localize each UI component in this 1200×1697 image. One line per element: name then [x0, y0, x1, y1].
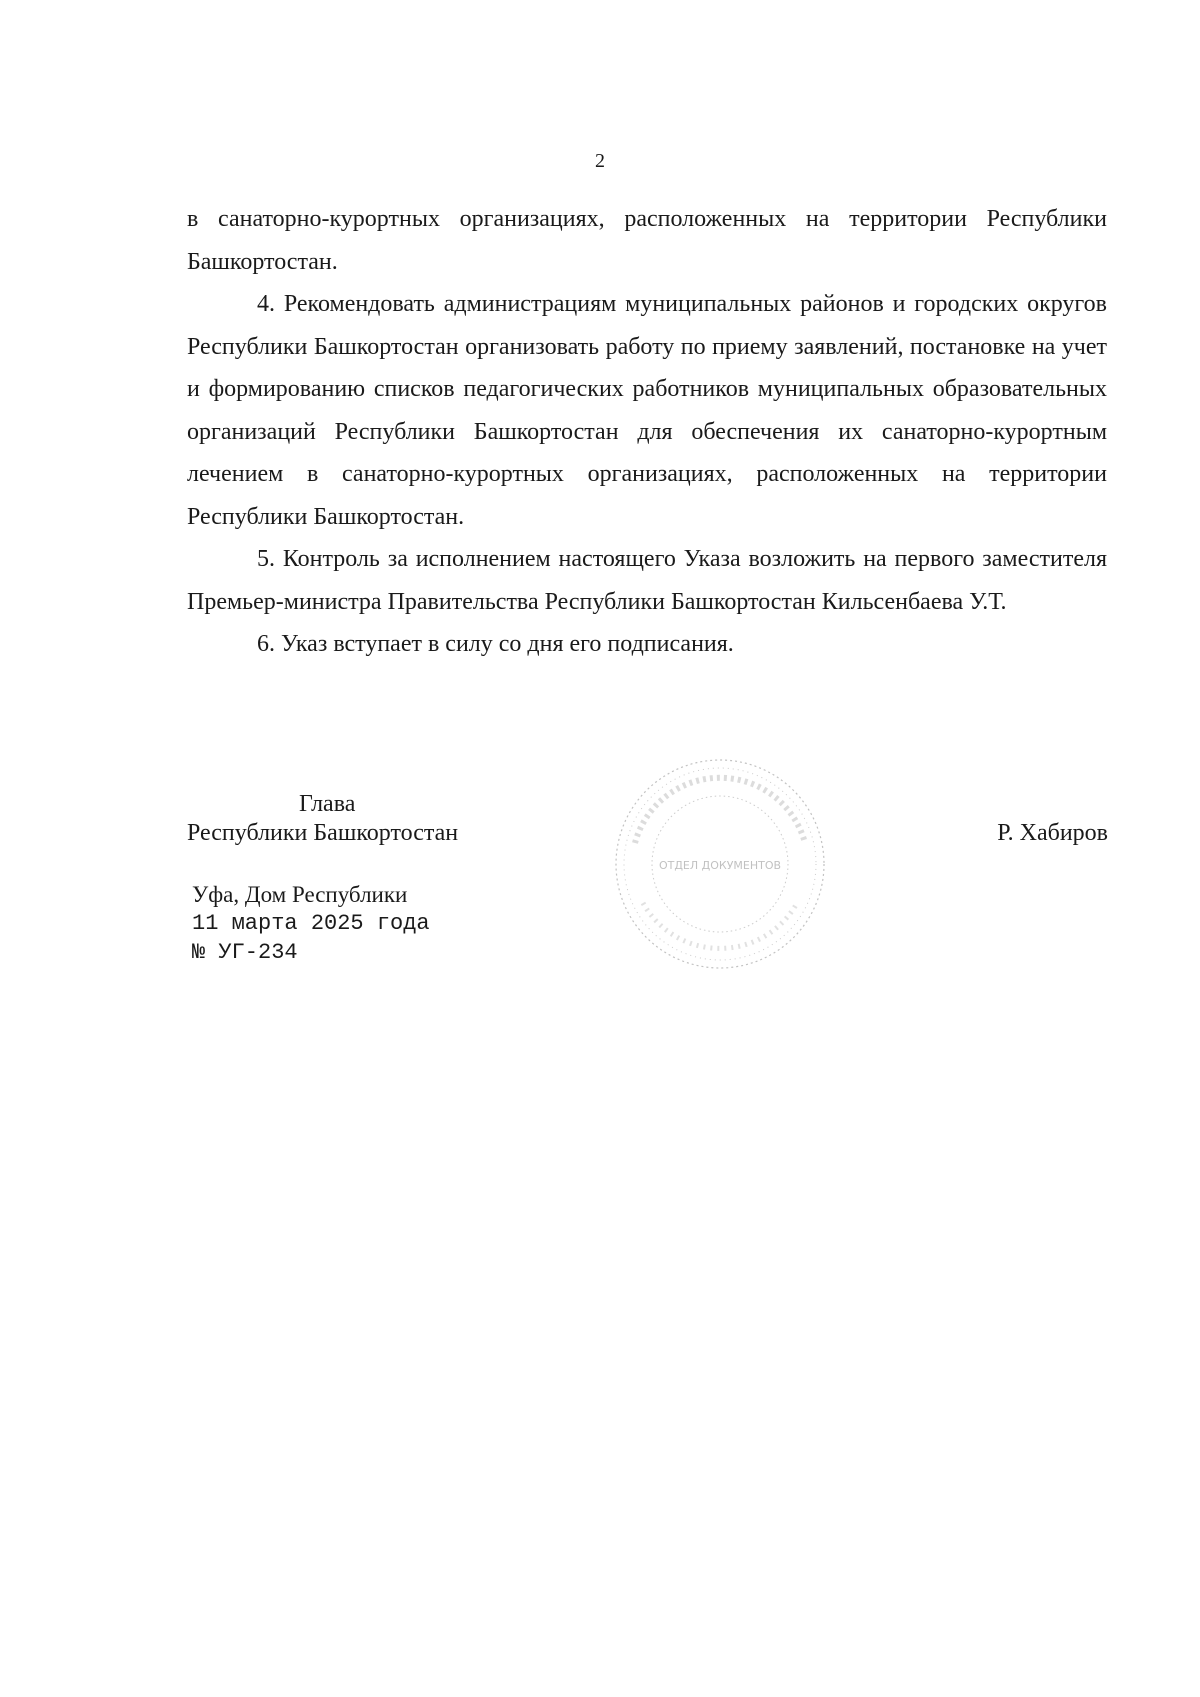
- paragraph-5: 5. Контроль за исполнением настоящего Указа возложить на первого заместителя Премьер-министра Правительства Республики Башкортостан Кильсенбаева У.Т.: [187, 546, 1107, 615]
- paragraph-6: 6. Указ вступает в силу со дня его подписания.: [257, 631, 734, 657]
- page-number: 2: [595, 150, 605, 172]
- official-seal: [605, 753, 835, 975]
- signatory-title-line2: Республики Башкортостан: [187, 820, 459, 846]
- date: 11 марта 2025 года: [192, 911, 430, 936]
- paragraph-continuation: в санаторно-курортных организациях, расположенных на территории Республики Башкортостан.: [187, 206, 1107, 275]
- document-body: [187, 198, 1107, 666]
- seal-text: ОТДЕЛ ДОКУМЕНТОВ: [658, 859, 782, 872]
- document-number: № УГ-234: [192, 940, 298, 965]
- signatory-name: Р. Хабиров: [997, 820, 1108, 846]
- signatory-title-line1: Глава: [299, 791, 356, 817]
- paragraph-4: 4. Рекомендовать администрациям муниципальных районов и городских округов Республики Башкортостан организовать работу по приему заявлений, постановке на учет и формированию списков педагогических работников муниципальных образовательных организаций Республики Башкортостан для обеспечения их санаторно-курортным лечением в санаторно-курортных организациях, расположенных на территории Республики Башкортостан.: [187, 291, 1107, 530]
- place: Уфа, Дом Республики: [192, 882, 408, 907]
- signatory-title: [187, 790, 458, 848]
- place-and-date: [192, 880, 430, 967]
